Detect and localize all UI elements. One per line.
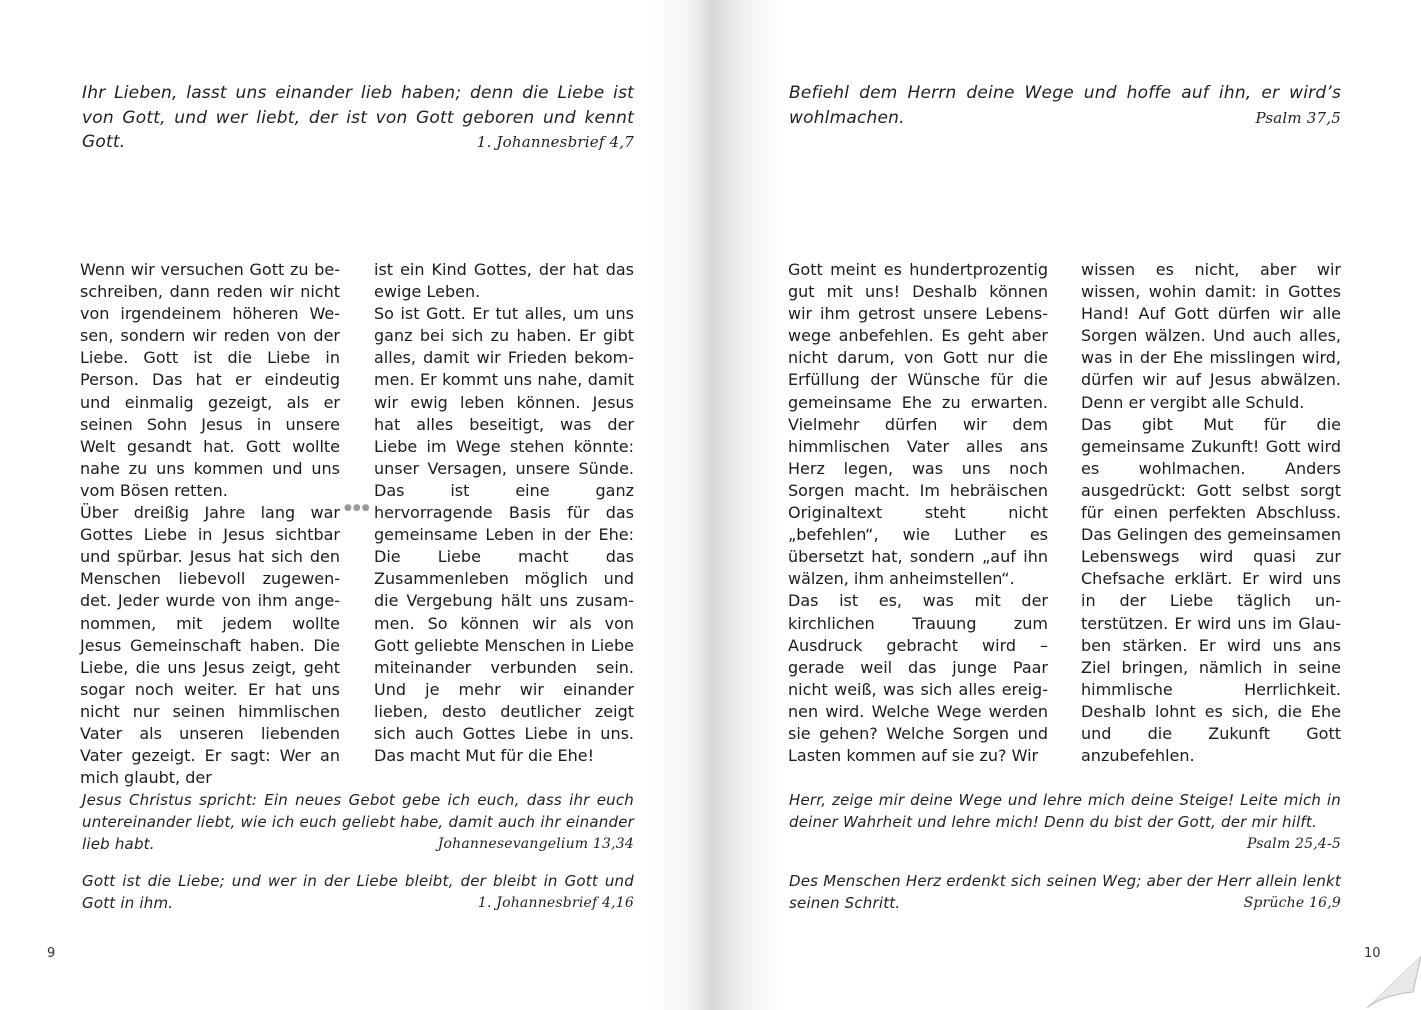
top-verse-reference: Psalm 37,5 bbox=[1255, 108, 1341, 127]
paragraph: Das ist es, was mit der kirchlichen Trauung zum Ausdruck gebracht wird – gerade weil das junge Paar nicht weiß, was sich alles ereignen wird. Welche Wege werden sie gehen? Welche Sorgen und Lasten kommen auf sie zu? Wir bbox=[788, 591, 1048, 766]
right-page bbox=[711, 0, 1421, 1010]
left-page-column-2 bbox=[374, 259, 634, 767]
paragraph: ist ein Kind Gottes, der hat das ewige Leben. bbox=[374, 260, 634, 302]
paragraph: Über dreißig Jahre lang war Gottes Liebe in Jesus sichtbar und spürbar. Jesus hat sich den Menschen liebevoll zugewendet. Jeder wurde von ihm angenommen, mit jedem wollte Jesus Gemeinschaft haben. Die Liebe, die uns Jesus zeigt, geht sogar noch weiter. Er hat uns nicht nur seinen himmlischen Vater als unseren liebenden Vater gezeigt. Er sagt: Wer an mich glaubt, der bbox=[80, 503, 340, 788]
bottom-verse-text: Jesus Christus spricht: Ein neues Gebot gebe ich euch, dass ihr euch untereinander liebt, wie ich euch geliebt habe, damit auch ihr einander lieb habt. bbox=[82, 791, 634, 853]
bottom-verse-right-2 bbox=[789, 870, 1341, 914]
bottom-verse-reference: 1. Johannesbrief 4,16 bbox=[477, 895, 634, 911]
gutter-shadow-right bbox=[711, 0, 781, 1010]
bottom-verse-left-1 bbox=[82, 789, 634, 855]
top-verse-text: Befiehl dem Herrn deine Wege und hoffe auf ihn, er wird’s wohlmachen. bbox=[789, 83, 1341, 128]
bottom-verse-reference: Psalm 25,4-5 bbox=[1247, 836, 1341, 852]
paragraph: So ist Gott. Er tut alles, um uns ganz bei sich zu haben. Er gibt alles, damit wir Frieden bekommen. Er kommt uns nahe, damit wir ewig leben können. Jesus hat alles beseitigt, was der Liebe im Wege stehen könnte: unser Versagen, unsere Sünde. Das ist eine ganz hervorragende Basis für das gemeinsame Leben in der Ehe: Die Liebe macht das Zusammenleben möglich und die Vergebung hält uns zusammen. So können wir als von Gott geliebte Menschen in Liebe miteinander verbunden sein. Und je mehr wir einander lieben, desto deutlicher zeigt sich auch Gottes Liebe in uns. Das macht Mut für die Ehe! bbox=[374, 304, 634, 766]
top-verse-right bbox=[789, 81, 1341, 130]
page-number-right: 10 bbox=[1364, 946, 1381, 961]
top-verse-text: Ihr Lieben, lasst uns einander lieb haben; denn die Liebe ist von Gott, und wer liebt, der ist von Gott geboren und kennt Gott. bbox=[82, 83, 634, 152]
left-page-column-1 bbox=[80, 259, 340, 789]
page-curl-icon[interactable] bbox=[1361, 954, 1421, 1010]
bottom-verse-reference: Sprüche 16,9 bbox=[1243, 895, 1341, 911]
bottom-verse-reference: Johannesevangelium 13,34 bbox=[437, 836, 634, 852]
paragraph: wissen es nicht, aber wir wissen, wohin damit: in Gottes Hand! Auf Gott dürfen wir alle Sorgen wälzen. Und auch alles, was in der Ehe misslingen wird, dürfen wir auf Jesus abwälzen. Denn er vergibt alle Schuld. bbox=[1081, 260, 1341, 412]
bottom-verse-text: Herr, zeige mir deine Wege und lehre mich deine Steige! Leite mich in deiner Wahrheit und lehre mich! Denn du bist der Gott, der mir hilft. bbox=[789, 791, 1341, 831]
right-page-column-1 bbox=[788, 259, 1048, 767]
paragraph: Gott meint es hundertprozentig gut mit uns! Deshalb können wir ihm getrost unsere Lebenswege anbefehlen. Es geht aber nicht darum, von Gott nur die Erfüllung der Wünsche für die gemeinsame Ehe zu erwarten. Vielmehr dürfen wir dem himmlischen Vater alles ans Herz legen, was uns noch Sorgen macht. Im hebräischen Originaltext steht nicht „befehlen“, wie Luther es übersetzt hat, sondern „auf ihn wälzen, ihm anheimstellen“. bbox=[788, 260, 1048, 589]
paragraph: Das gibt Mut für die gemeinsame Zukunft! Gott wird es wohlmachen. Anders ausgedrückt: Gott selbst sorgt für einen perfekten Abschluss. Das Gelingen des gemeinsamen Lebenswegs wird quasi zur Chefsache erklärt. Er wird uns in der Liebe täglich unterstützen. Er wird uns im Glauben stärken. Er wird uns ans Ziel bringen, nämlich in seine himmlische Herrlichkeit. Deshalb lohnt es sich, die Ehe und die Zukunft Gott anzubefehlen. bbox=[1081, 414, 1341, 766]
bottom-verse-right-1 bbox=[789, 789, 1341, 855]
top-verse-left bbox=[82, 81, 634, 155]
gutter-shadow-left bbox=[651, 0, 711, 1010]
paragraph: Wenn wir versuchen Gott zu beschreiben, dann reden wir nicht von irgendeinem höheren Wesen, sondern wir reden von der Liebe. Gott ist die Liebe in Person. Das hat er eindeutig und einmalig gezeigt, als er seinen Sohn Jesus in unsere Welt gesandt hat. Gott wollte nahe zu uns kommen und uns vom Bösen retten. bbox=[80, 260, 340, 500]
column-separator-dots: ●●● bbox=[344, 503, 371, 513]
page-number-left: 9 bbox=[47, 946, 56, 961]
top-verse-reference: 1. Johannesbrief 4,7 bbox=[476, 133, 634, 151]
bottom-verse-text: Des Menschen Herz erdenkt sich seinen Weg; aber der Herr allein lenkt seinen Schritt. bbox=[789, 872, 1341, 912]
bottom-verse-text: Gott ist die Liebe; und wer in der Liebe bleibt, der bleibt in Gott und Gott in ihm. bbox=[82, 872, 634, 912]
right-page-column-2 bbox=[1081, 259, 1341, 767]
bottom-verse-left-2 bbox=[82, 870, 634, 914]
